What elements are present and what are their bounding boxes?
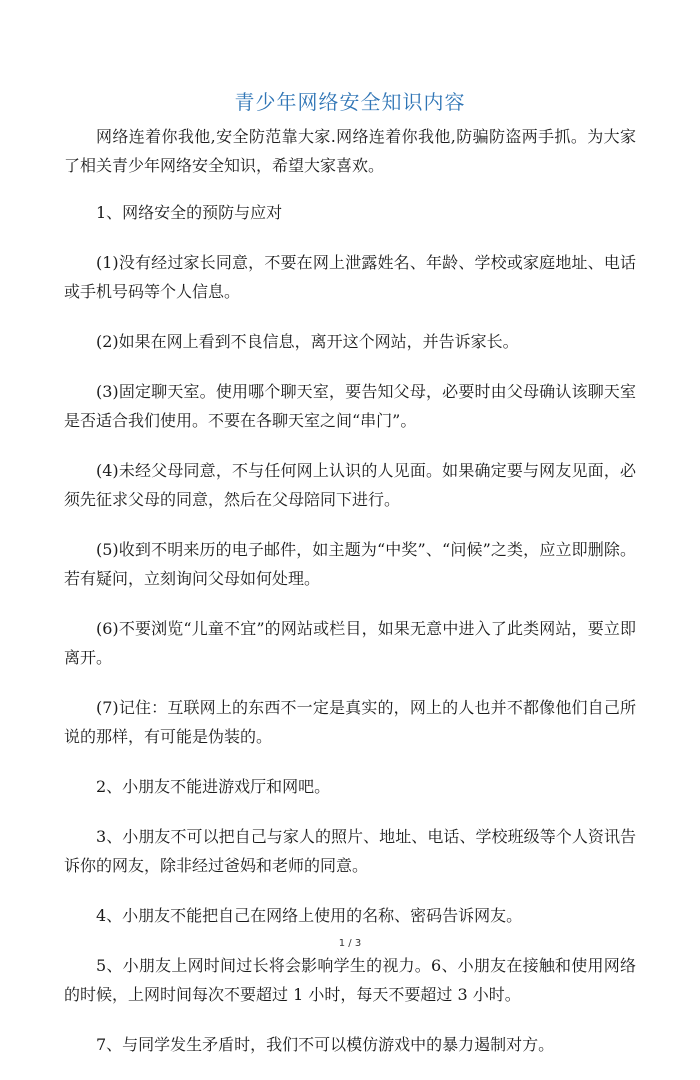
- list-item: (6)不要浏览“儿童不宜”的网站或栏目，如果无意中进入了此类网站，要立即离开。: [64, 619, 636, 667]
- document-body: [64, 122, 636, 1080]
- document-title: 青少年网络安全知识内容: [234, 90, 466, 114]
- section-heading-1: 1、网络安全的预防与应对: [96, 203, 283, 222]
- list-item: (2)如果在网上看到不良信息，离开这个网站，并告诉家长。: [96, 332, 519, 351]
- list-item: (3)固定聊天室。使用哪个聊天室，要告知父母，必要时由父母确认该聊天室是否适合我们使用。不要在各聊天室之间“串门”。: [64, 382, 636, 430]
- section-item-3: 3、小朋友不可以把自己与家人的照片、地址、电话、学校班级等个人资讯告诉你的网友，除非经过爸妈和老师的同意。: [64, 827, 636, 875]
- list-item: (1)没有经过家长同意，不要在网上泄露姓名、年龄、学校或家庭地址、电话或手机号码等个人信息。: [64, 253, 636, 301]
- document-page: [64, 0, 636, 1054]
- list-item: (4)未经父母同意，不与任何网上认识的人见面。如果确定要与网友见面，必须先征求父母的同意，然后在父母陪同下进行。: [64, 461, 636, 509]
- section-item-5-6: 5、小朋友上网时间过长将会影响学生的视力。6、小朋友在接触和使用网络的时候，上网时间每次不要超过 1 小时，每天不要超过 3 小时。: [64, 956, 636, 1004]
- section-item-7: 7、与同学发生矛盾时，我们不可以模仿游戏中的暴力遏制对方。: [96, 1035, 555, 1054]
- intro-paragraph: 网络连着你我他,安全防范靠大家.网络连着你我他,防骗防盗两手抓。为大家了相关青少年网络安全知识，希望大家喜欢。: [64, 127, 636, 175]
- list-item: (5)收到不明来历的电子邮件，如主题为“中奖”、“问候”之类，应立即删除。若有疑问，立刻询问父母如何处理。: [64, 540, 636, 588]
- section-item-4: 4、小朋友不能把自己在网络上使用的名称、密码告诉网友。: [96, 906, 523, 925]
- section-heading-2: 2、小朋友不能进游戏厅和网吧。: [96, 777, 331, 796]
- page-number: 1 / 3: [338, 938, 362, 949]
- list-item: (7)记住：互联网上的东西不一定是真实的，网上的人也并不都像他们自己所说的那样，有可能是伪装的。: [64, 698, 636, 746]
